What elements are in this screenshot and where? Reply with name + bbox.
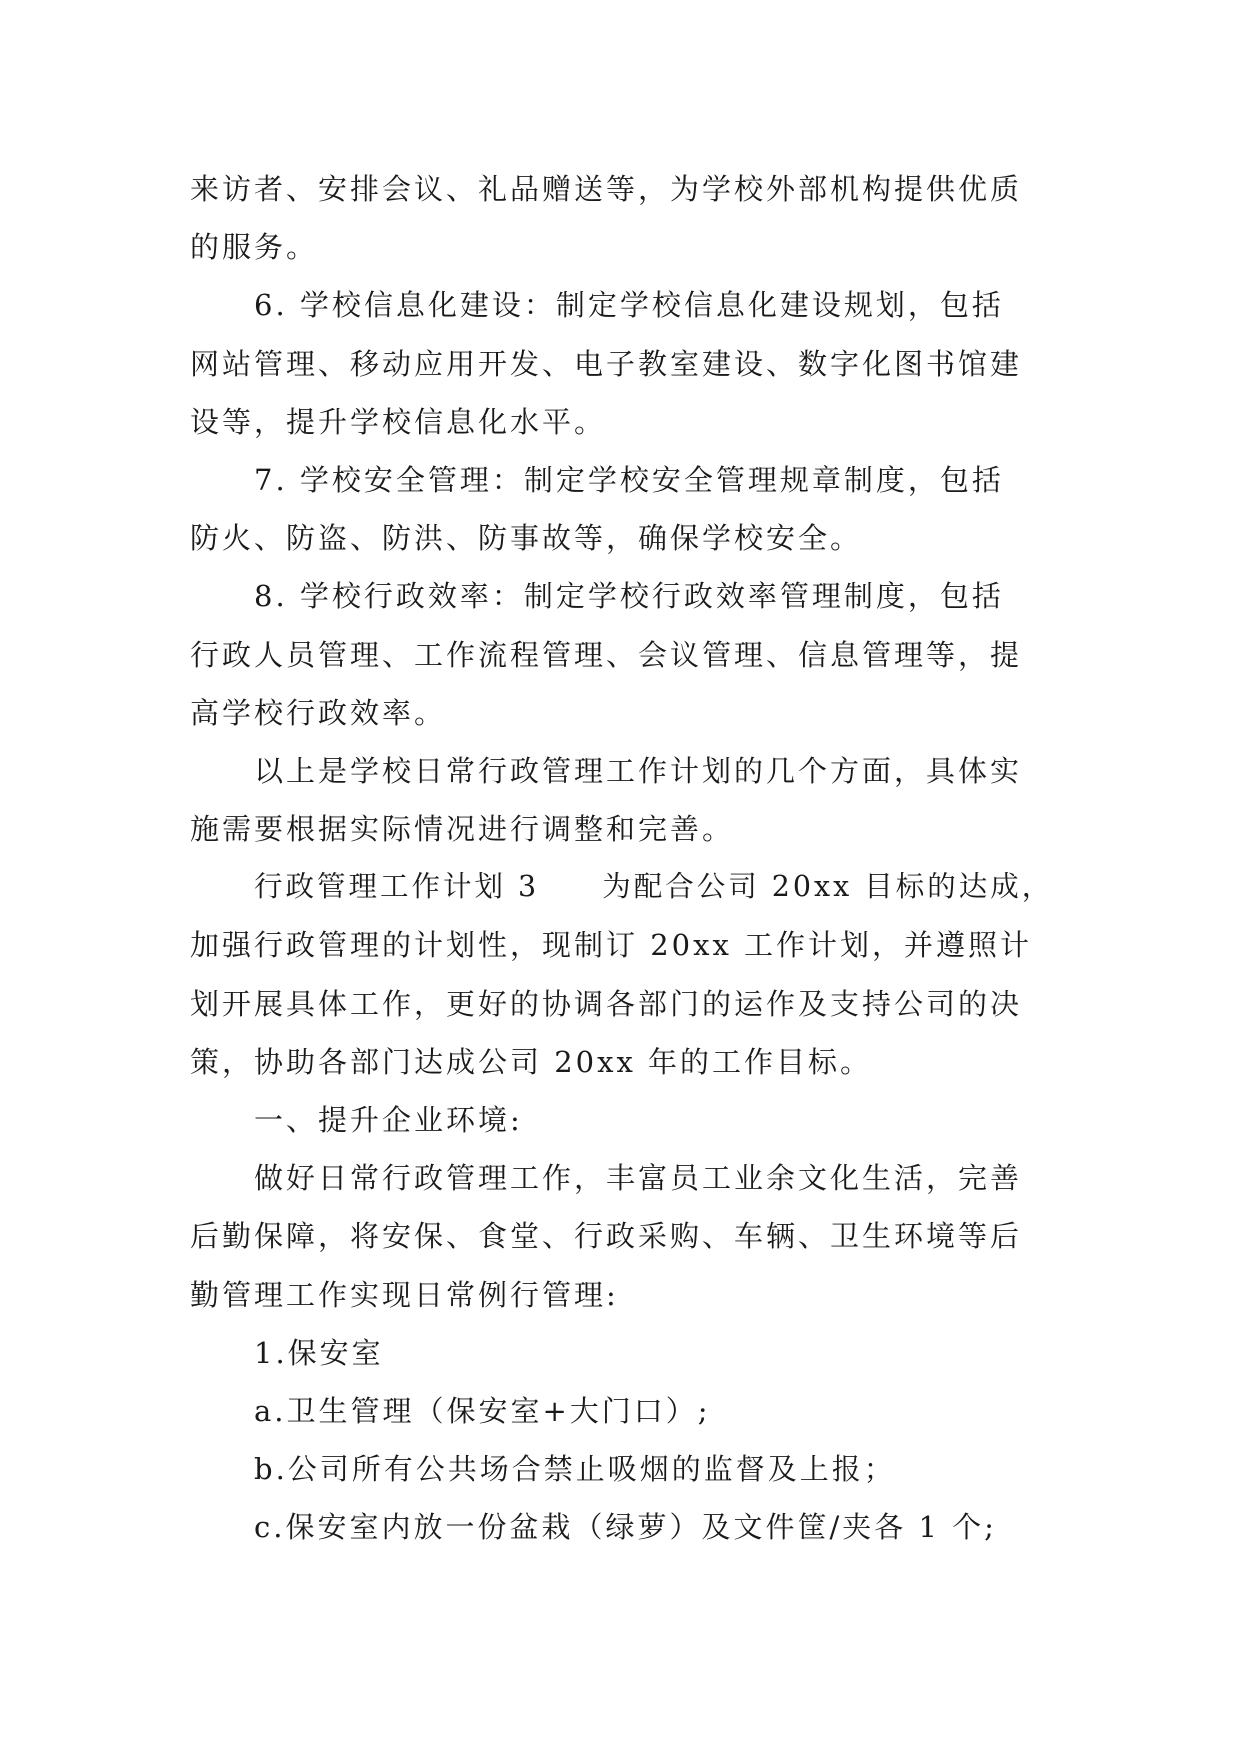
summary-paragraph: 以上是学校日常行政管理工作计划的几个方面，具体实 [254,753,1023,788]
list-item-6: 6. 学校信息化建设：制定学校信息化建设规划，包括 [254,288,1004,323]
section-heading-plan-3: 行政管理工作计划 3 为配合公司 20xx 目标的达成， [254,870,1054,904]
document-body [190,160,1058,1557]
list-item-security-room: 1.保安室 [254,1335,384,1370]
text-line: 设等，提升学校信息化水平。 [190,404,607,439]
text-line: 来访者、安排会议、礼品赠送等，为学校外部机构提供优质 [190,172,1023,206]
list-item-b: b.公司所有公共场合禁止吸烟的监督及上报； [254,1452,896,1487]
text-line: 防火、防盗、防洪、防事故等，确保学校安全。 [190,521,863,556]
text-line: 行政人员管理、工作流程管理、会议管理、信息管理等，提 [190,637,1023,672]
text-line: 勤管理工作实现日常例行管理: [190,1277,619,1312]
list-item-8: 8. 学校行政效率：制定学校行政效率管理制度，包括 [254,579,1004,614]
list-item-7: 7. 学校安全管理：制定学校安全管理规章制度，包括 [254,462,1004,497]
text-line: 加强行政管理的计划性，现制订 20xx 工作计划，并遵照计 [190,928,1033,963]
paragraph-daily-admin: 做好日常行政管理工作，丰富员工业余文化生活，完善 [254,1161,1023,1196]
text-line: 高学校行政效率。 [190,695,447,730]
text-line: 策，协助各部门达成公司 20xx 年的工作目标。 [190,1044,873,1079]
subheading-enterprise-environment: 一、提升企业环境: [254,1103,523,1137]
list-item-a: a.卫生管理（保安室+大门口）; [254,1393,711,1428]
text-line: 划开展具体工作，更好的协调各部门的运作及支持公司的决 [190,986,1023,1021]
text-line: 的服务。 [190,230,319,265]
text-line: 施需要根据实际情况进行调整和完善。 [190,812,735,847]
text-line: 网站管理、移动应用开发、电子教室建设、数字化图书馆建 [190,346,1023,381]
list-item-c: c.保安室内放一份盆栽（绿萝）及文件筐/夹各 1 个; [254,1510,997,1545]
text-line: 后勤保障，将安保、食堂、行政采购、车辆、卫生环境等后 [190,1219,1023,1254]
